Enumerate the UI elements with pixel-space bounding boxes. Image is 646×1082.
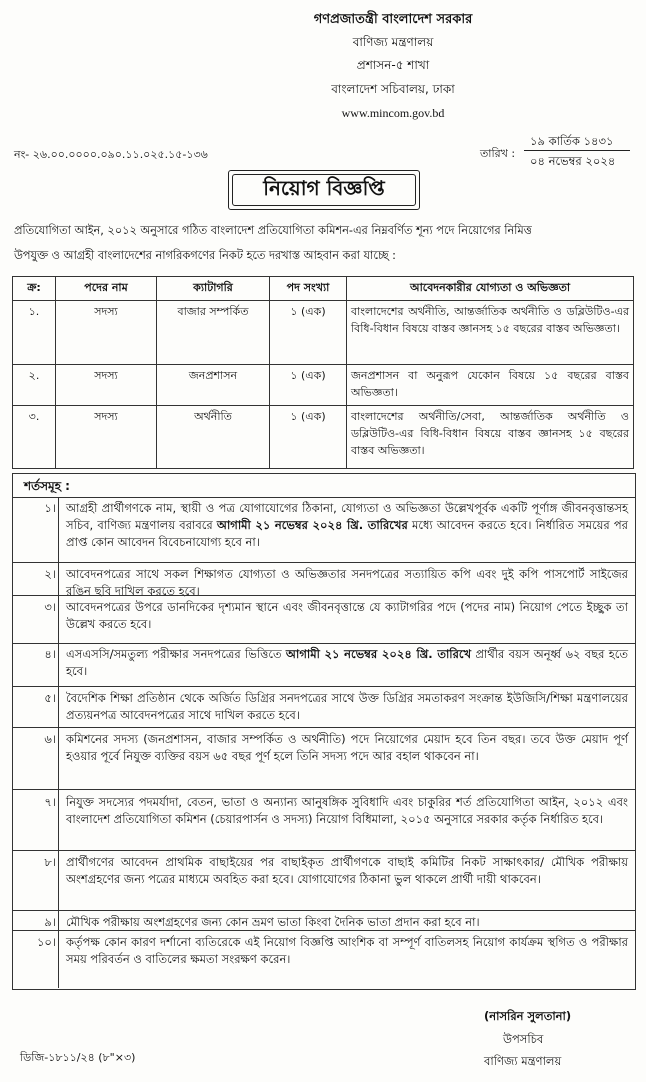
condition-text (60, 646, 636, 680)
row-post: সদস্য (56, 365, 157, 406)
condition-text-part: আবেদনপত্রের সাথে সকল শিক্ষাগত যোগ্যতা ও অভিজ্ঞতার সনদপত্রের সত্যায়িত কপি এবং দুই কপি পাসপোর্ট সাইজের রঙিন ছবি দাখিল করতে হবে। (66, 567, 628, 598)
condition-number: ৯। (44, 915, 56, 929)
memo-number: নং- ২৬.০০.০০০০.০৯০.১১.০২৫.১৫-১৩৬ (14, 148, 208, 161)
date-divider (524, 150, 630, 151)
row-serial: ১. (13, 301, 56, 365)
condition-text-part: আবেদনপত্রের উপরে ডানদিকের দৃশ্যমান স্থানে এবং জীবনবৃত্তান্তে যে ক্যাটাগরির পদে (পদের নাম) নিয়োগ পেতে ইচ্ছুক তা উল্লেখ করতে হবে। (66, 600, 628, 631)
row-category: জনপ্রশাসন (157, 365, 270, 406)
signatory-name: (নাসরিন সুলতানা) (484, 1009, 572, 1023)
condition-number: ৭। (44, 795, 56, 809)
row-requirement: জনপ্রশাসন বা অনুরূপ যেকোন বিষয়ে ১৫ বছরের বাস্তব অভিজ্ঞতা। (347, 365, 634, 406)
condition-text-part: এসএসসি/সমতুল্য পরীক্ষার সনদপত্রের ভিত্তিতে (66, 647, 286, 661)
condition-number: ৪। (44, 647, 56, 661)
date-label: তারিখ : (480, 147, 516, 160)
condition-item (12, 794, 636, 828)
condition-number: ১। (44, 501, 56, 515)
condition-item (12, 599, 636, 633)
ministry-name: বাণিজ্য মন্ত্রণালয় (352, 35, 434, 49)
row-requirement: বাংলাদেশের অর্থনীতি, আন্তর্জাতিক অর্থনীতি ও ডব্লিউটিও-এর বিধি-বিধান বিষয়ে বাস্তব জ্ঞানসহ ১৫ বছরের বাস্তব অভিজ্ঞতা। (347, 301, 634, 365)
condition-divider (12, 910, 636, 911)
row-serial: ২. (13, 365, 56, 406)
website-link[interactable]: www.mincom.gov.bd (341, 106, 445, 120)
signatory-office: বাণিজ্য মন্ত্রণালয় (484, 1054, 562, 1068)
condition-item (12, 934, 636, 968)
condition-item (12, 854, 636, 888)
conditions-title: শর্তসমূহ : (24, 479, 70, 493)
condition-item (12, 646, 636, 680)
condition-divider (12, 930, 636, 931)
row-requirement: বাংলাদেশের অর্থনীতি/সেবা, আন্তর্জাতিক অর্থনীতি ও ডব্লিউটিও-এর বিধি-বিধান বিষয়ে বাস্তব জ্ঞানসহ ১৫ বছরের বাস্তব অভিজ্ঞতা। (347, 406, 634, 469)
col-serial: ক্র: (13, 277, 56, 301)
row-count: ১ (এক) (270, 406, 347, 469)
condition-text (60, 854, 636, 888)
condition-text-part: কর্তৃপক্ষ কোন কারণ দর্শানো ব্যতিরেকে এই নিয়োগ বিজ্ঞপ্তি আংশিক বা সম্পূর্ণ বাতিলসহ নিয়োগ কার্যক্রম স্থগিত ও পরীক্ষার সময় পরিবর্তন ও বাতিলের ক্ষমতা সংরক্ষণ করেন। (66, 935, 628, 966)
condition-number: ৮। (44, 855, 56, 869)
date-english: ০৪ নভেম্বর ২০২৪ (530, 154, 616, 168)
intro-line-1: প্রতিযোগিতা আইন, ২০১২ অনুসারে গঠিত বাংলাদেশ প্রতিযোগিতা কমিশন-এর নিম্নবর্ণিত শূন্য পদে নিয়োগের নিমিত্ত (14, 224, 532, 237)
condition-text (60, 500, 636, 551)
col-category: ক্যাটাগরি (157, 277, 270, 301)
row-count: ১ (এক) (270, 365, 347, 406)
condition-text (60, 599, 636, 633)
signatory-designation: উপসচিব (503, 1032, 544, 1046)
row-serial: ৩. (13, 406, 56, 469)
condition-divider (12, 643, 636, 644)
condition-text (60, 731, 636, 765)
table-row (13, 365, 634, 406)
condition-number: ৩। (44, 600, 56, 614)
condition-number: ২। (44, 567, 56, 581)
col-post: পদের নাম (56, 277, 157, 301)
row-category: অর্থনীতি (157, 406, 270, 469)
office-address: বাংলাদেশ সচিবালয়, ঢাকা (331, 82, 455, 96)
condition-text-part: বৈদেশিক শিক্ষা প্রতিষ্ঠান থেকে অর্জিত ডিগ্রির সনদপত্রের সাথে উক্ত ডিগ্রির সমতাকরণ সংক্রান্ত ইউজিসি/শিক্ষা মন্ত্রণালয়ের প্রত্যয়নপত্র আবেদনপত্রের সাথে দাখিল করতে হবে। (66, 691, 628, 722)
condition-text-part: মৌখিক পরীক্ষায় অংশগ্রহণের জন্য কোন ভ্রমণ ভাতা কিংবা দৈনিক ভাতা প্রদান করা হবে না। (66, 915, 480, 929)
conditions-title-rule (12, 497, 636, 498)
condition-divider (12, 850, 636, 851)
row-post: সদস্য (56, 301, 157, 365)
section-name: প্রশাসন-৫ শাখা (356, 58, 430, 72)
date-bangla: ১৯ কার্তিক ১৪৩১ (530, 134, 614, 148)
row-category: বাজার সম্পর্কিত (157, 301, 270, 365)
vacancy-table (12, 276, 634, 469)
condition-item (12, 500, 636, 551)
condition-divider (12, 562, 636, 563)
condition-text-part: মধ্যে আবেদন করতে হবে। নির্ধারিত সময়ের পর প্রাপ্ত কোন আবেদন বিবেচনাযোগ্য হবে না। (66, 518, 628, 549)
dfp-code: ডিজি-১৮১১/২৪ (৮"×৩) (20, 1051, 136, 1064)
condition-divider (12, 727, 636, 728)
condition-text (60, 934, 636, 968)
govt-name: গণপ্রজাতন্ত্রী বাংলাদেশ সরকার (313, 12, 473, 27)
condition-text-part: আগ্রহী প্রার্থীগণকে নাম, স্থায়ী ও পত্র যোগাযোগের ঠিকানা, যোগ্যতা ও অভিজ্ঞতা উল্লেখপূর্বক একটি পূর্ণাঙ্গ জীবনবৃত্তান্তসহ সচিব, বাণিজ্য মন্ত্রণালয় বরাবরে (66, 501, 628, 532)
condition-divider (12, 686, 636, 687)
row-count: ১ (এক) (270, 301, 347, 365)
condition-item (12, 690, 636, 724)
condition-text-part: প্রার্থীর বয়স অনূর্ধ্ব ৬২ বছর হতে হবে। (66, 647, 628, 678)
table-row (13, 301, 634, 365)
notice-title: নিয়োগ বিজ্ঞপ্তি (232, 174, 416, 206)
condition-item (12, 731, 636, 765)
condition-text-part: নিযুক্ত সদস্যের পদমর্যাদা, বেতন, ভাতা ও অন্যান্য আনুষঙ্গিক সুবিধাদি এবং চাকুরির শর্ত প্রতিযোগিতা আইন, ২০১২ এবং বাংলাদেশ প্রতিযোগিতা কমিশন (চেয়ারপার্সন ও সদস্য) নিয়োগ বিধিমালা, ২০১৫ অনুসারে সরকার কর্তৃক নির্ধারিত হবে। (66, 795, 628, 826)
col-count: পদ সংখ্যা (270, 277, 347, 301)
table-row (13, 406, 634, 469)
col-requirement: আবেদনকারীর যোগ্যতা ও অভিজ্ঞতা (347, 277, 634, 301)
condition-number: ১০। (36, 935, 56, 949)
row-post: সদস্য (56, 406, 157, 469)
condition-text (60, 794, 636, 828)
condition-number: ৫। (44, 691, 56, 705)
condition-divider (12, 789, 636, 790)
condition-deadline: আগামী ২১ নভেম্বর ২০২৪ খ্রি. তারিখের (216, 518, 408, 532)
table-header-row (13, 277, 634, 301)
intro-line-2: উপযুক্ত ও আগ্রহী বাংলাদেশের নাগরিকগণের নিকট হতে দরখাস্ত আহবান করা যাচ্ছে : (14, 249, 396, 262)
condition-divider (12, 595, 636, 596)
condition-text (60, 690, 636, 724)
condition-text-part: প্রার্থীগণের আবেদন প্রাথমিক বাছাইয়ের পর বাছাইকৃত প্রার্থীগণকে বাছাই কমিটির নিকট সাক্ষাৎকার/ মৌখিক পরীক্ষায় অংশগ্রহণের জন্য পত্রের মাধ্যমে অবহিত করা হবে। যোগাযোগের ঠিকানা ভুল থাকলে প্রার্থী দায়ী থাকবেন। (66, 855, 628, 886)
condition-deadline: আগামী ২১ নভেম্বর ২০২৪ খ্রি. তারিখে (285, 647, 472, 661)
condition-number: ৬। (44, 732, 56, 746)
condition-text-part: কমিশনের সদস্য (জনপ্রশাসন, বাজার সম্পর্কিত ও অর্থনীতি) পদে নিয়োগের মেয়াদ হবে তিন বছর। তবে উক্ত মেয়াদ পূর্ণ হওয়ার পূর্বে নিযুক্ত ব্যক্তির বয়স ৬৫ বছর পূর্ণ হলে তিনি সদস্য পদে আর বহাল থাকবেন না। (66, 732, 628, 763)
